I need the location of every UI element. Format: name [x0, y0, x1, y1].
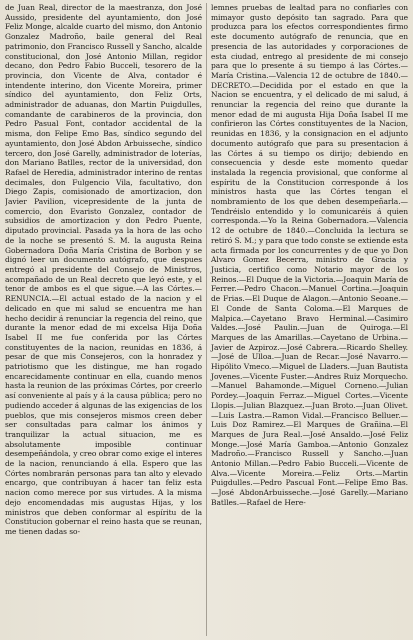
left-column — [5, 3, 206, 636]
column-divider — [206, 3, 207, 636]
right-column — [207, 3, 408, 636]
left-column-text: de Juan Real, director de la maestranza, don José Aussido, presidente del ayuntamiento, don José Feliz Monge, alcalde cuarto del mismo, don Antonio Gonzalez Madroño, baile general del Real patrimonio, don Francisco Russell y Sancho, alcalde constitucional, don José Antonio Millan, regidor decano, don Pedro Fabio Bucceli, tesorero de la provincia, don Vicente de Alva, contador é intendente interino, don Vicente Moreira, primer síndico del ayuntamiento, don Feliz Orts, administrador de aduanas, don Martin Puigdulles, comandante de carabineros de la provincia, don Pedro Pasual Font, contador accidental de la misma, don Felipe Emo Bas, síndico segundo del ayuntamiento, don José Abdon Arbuisseche, síndico tercero, don José Garelly, administrador de loterías, don Mariano Batlles, rector de la universidad, don Rafael de Heredia, administrador interino de rentas decimales, don Fulgencio Vila, facultativo, don Diego Zapis, comisionado de amortizacion, don Javier Pavilion, vicepresidente de la junta de comercio, don Evaristo Gonzalez, contador de subsidios de amortizacion y don Pedro Puente, diputado provincial. Pasada ya la hora de las ocho de la noche se presentó S. M. la augusta Reina Gobernadora Doña María Cristina de Borbon y se dignó leer un documento autógrafo, que despues entregó al presidente del Consejo de Ministros, acompañado de un Real decreto que leyó este, y el tenor de ambos es el que sigue.—A las Córtes.—RENUNCIA.—El actual estado de la nacion y el delicado en que mi salud se encuentra me han hecho decidir á renunciar la regencia del reino, que durante la menor edad de mi excelsa Hija Doña Isabel II me fue conferida por las Córtes constituyentes de la nacion, reunidas en 1836, á pesar de que mis Consejeros, con la honradez y patriotismo que les distingue, me han rogado encarecidamente continuar en ella, cuando menos hasta la reunion de las próximas Córtes, por creerlo así conveniente al país y á la causa pública; pero no pudiendo acceder á algunas de las exigencias de los pueblos, que mis consejeros mismos creen deber ser consultadas para calmar los ánimos y tranquilizar la actual situacion, me es absolutamente imposible continuar desempeñándola, y creo obrar como exige el interes de la nacion, renunciando á ella. Espero que las Córtes nombrarán personas para tan alto y elevado encargo, que contribuyan á hacer tan feliz esta nacion como merece por sus virtudes. A la misma dejo encomendadas mis augustas Hijas, y los ministros que deben conformar al espíritu de la Constitucion gobernar el reino hasta que se reunan, me tienen dadas so- — [5, 3, 202, 536]
right-column-text: lemnes pruebas de lealtad para no confiarles con mimayor gusto depósito tan sagrado. Para que produzca para los efectos correspondientes firmo este documento autógrafo de renuncia, que en presencia de las autoridades y corporaciones de esta ciudad, entrego al presidente de mi consejo para que lo presente á su tiempo á las Córtes.—María Cristina.—Valencia 12 de octubre de 1840.—DECRETO.—Decidida por el estado en que la Nacion se encuentra, y el delicado de mi salud, á renunciar la regencia del reino que durante la menor edad de mi augusta Hija Doña Isabel II me confirieron las Córtes constituyentes de la Nacion, reunidas en 1836, y la consignacion en el adjunto documento autógrafo que para su presentacion á las Córtes á su tiempo os dirijo; debiendo en consecuencia y desde este momento quedar instalada la regencia provisional, que conforme al espíritu de la Constitucion corresponde á los ministros hasta que las Córtes tengan el nombramiento de los que deben desempeñarla.—Tendréislo entendido y lo comunicaréis á quien corresponda.—Yo la Reina Gobernadora.—Valencia 12 de octubre de 1840.—Concluida la lectura se retiró S. M.; y para que todo conste se extiende esta acta firmada por los concurrentes y de que yo Don Alvaro Gomez Becerra, ministro de Gracia y Justicia, certifico como Notario mayor de los Reinos.—El Duque de la Victoria.—Joaquin María de Ferrer.—Pedro Chacon.—Manuel Cortina.—Joaquin de Frias.—El Duque de Alagon.—Antonio Seoane.—El Conde de Santa Coloma.—El Marques de Malpica.—Cayetano Bravo Herminal.—Casimiro Valdes.—José Paulin.—Juan de Quiroga.—El Marques de las Amarillas.—Cayetano de Urbina.—Javier de Azpiroz.—José Cabrera.—Ricardo Shelley.—José de Ulloa.—Juan de Recar.—José Navarro.—Hipólito Vmeco.—Miguel de Lladers.—Juan Bautista Jovenes.—Vicente Fuster.—Andres Ruiz Morquecho.—Manuel Bahamonde.—Miguel Corneno.—Julian Pordey.—Joaquin Ferraz.—Miguel Cortes.—Vicente Llopis.—Julian Blazquez.—Juan Broto.—Juan Olivet.—Luis Lastra.—Ramon Vidal.—Francisco Belluer.—Luis Doz Ramirez.—El Marques de Grañina.—El Marques de Jura Real.—José Ansaldo.—José Feliz Monge.—José María Gamboa.—Antonio Gonzalez Madroño.—Francisco Russell y Sancho.—Juan Antonio Millan.—Pedro Fabio Bucceli.—Vicente de Alva.—Vicente Moreira.—Feliz Orts.—Martin Puigdulles.—Pedro Pascual Font.—Felipe Emo Bas.—José AbdonArbuisseche.—José Garelly.—Mariano Batlles.—Rafael de Here- — [211, 3, 408, 507]
text-columns — [5, 3, 408, 636]
